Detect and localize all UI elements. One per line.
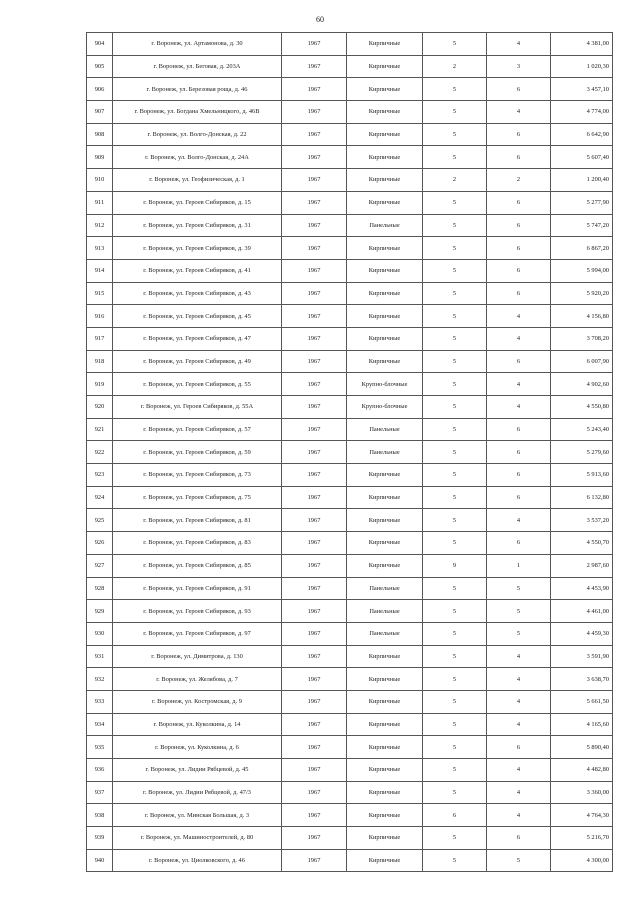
address-cell: г. Воронеж, ул. Героев Сибиряков, д. 59	[113, 441, 282, 464]
row-number-cell: 922	[87, 441, 113, 464]
area-cell: 5 279,60	[551, 441, 613, 464]
table-row	[87, 191, 613, 214]
address-cell: г. Воронеж, ул. Героев Сибиряков, д. 45	[113, 305, 282, 328]
floors-cell: 5	[423, 759, 487, 782]
wall-material-cell: Кирпичные	[347, 736, 423, 759]
table-row	[87, 146, 613, 169]
table-row	[87, 509, 613, 532]
floors-cell: 6	[423, 804, 487, 827]
entrances-cell: 6	[487, 827, 551, 850]
table-row	[87, 101, 613, 124]
table-row	[87, 713, 613, 736]
floors-cell: 5	[423, 282, 487, 305]
table-row	[87, 827, 613, 850]
entrances-cell: 6	[487, 350, 551, 373]
table-row	[87, 78, 613, 101]
row-number-cell: 932	[87, 668, 113, 691]
area-cell: 4 300,00	[551, 849, 613, 872]
address-cell: г. Воронеж, ул. Героев Сибиряков, д. 55А	[113, 396, 282, 419]
floors-cell: 5	[423, 600, 487, 623]
floors-cell: 5	[423, 259, 487, 282]
row-number-cell: 931	[87, 645, 113, 668]
table-row	[87, 804, 613, 827]
wall-material-cell: Кирпичные	[347, 169, 423, 192]
row-number-cell: 925	[87, 509, 113, 532]
floors-cell: 2	[423, 169, 487, 192]
area-cell: 5 913,60	[551, 464, 613, 487]
entrances-cell: 4	[487, 101, 551, 124]
row-number-cell: 915	[87, 282, 113, 305]
address-cell: г. Воронеж, ул. Циолковского, д. 46	[113, 849, 282, 872]
wall-material-cell: Панельные	[347, 214, 423, 237]
address-cell: г. Воронеж, ул. Героев Сибиряков, д. 85	[113, 554, 282, 577]
entrances-cell: 3	[487, 55, 551, 78]
table-row	[87, 123, 613, 146]
wall-material-cell: Кирпичные	[347, 33, 423, 56]
entrances-cell: 5	[487, 622, 551, 645]
floors-cell: 5	[423, 33, 487, 56]
table-row	[87, 736, 613, 759]
address-cell: г. Воронеж, ул. Героев Сибиряков, д. 73	[113, 464, 282, 487]
entrances-cell: 5	[487, 600, 551, 623]
area-cell: 4 550,80	[551, 396, 613, 419]
floors-cell: 5	[423, 305, 487, 328]
housing-register-table	[86, 32, 613, 872]
floors-cell: 5	[423, 350, 487, 373]
table-body	[87, 33, 613, 872]
table-row	[87, 464, 613, 487]
row-number-cell: 906	[87, 78, 113, 101]
address-cell: г. Воронеж, ул. Героев Сибиряков, д. 47	[113, 327, 282, 350]
row-number-cell: 924	[87, 486, 113, 509]
wall-material-cell: Крупно-блочные	[347, 396, 423, 419]
area-cell: 3 537,20	[551, 509, 613, 532]
table-row	[87, 373, 613, 396]
row-number-cell: 928	[87, 577, 113, 600]
area-cell: 6 642,90	[551, 123, 613, 146]
entrances-cell: 6	[487, 464, 551, 487]
entrances-cell: 4	[487, 396, 551, 419]
area-cell: 6 867,20	[551, 237, 613, 260]
floors-cell: 5	[423, 101, 487, 124]
wall-material-cell: Панельные	[347, 622, 423, 645]
address-cell: г. Воронеж, ул. Героев Сибиряков, д. 91	[113, 577, 282, 600]
year-cell: 1967	[282, 622, 347, 645]
year-cell: 1967	[282, 282, 347, 305]
row-number-cell: 916	[87, 305, 113, 328]
table-row	[87, 305, 613, 328]
row-number-cell: 933	[87, 690, 113, 713]
year-cell: 1967	[282, 214, 347, 237]
floors-cell: 5	[423, 509, 487, 532]
area-cell: 4 550,70	[551, 532, 613, 555]
area-cell: 5 994,00	[551, 259, 613, 282]
table-row	[87, 169, 613, 192]
address-cell: г. Воронеж, ул. Волго-Донская, д. 22	[113, 123, 282, 146]
entrances-cell: 6	[487, 441, 551, 464]
year-cell: 1967	[282, 668, 347, 691]
area-cell: 4 764,30	[551, 804, 613, 827]
wall-material-cell: Крупно-блочные	[347, 373, 423, 396]
wall-material-cell: Кирпичные	[347, 350, 423, 373]
address-cell: г. Воронеж, ул. Костромская, д. 9	[113, 690, 282, 713]
year-cell: 1967	[282, 486, 347, 509]
area-cell: 4 156,80	[551, 305, 613, 328]
address-cell: г. Воронеж, ул. Богдана Хмельницкого, д. 46В	[113, 101, 282, 124]
wall-material-cell: Кирпичные	[347, 668, 423, 691]
floors-cell: 5	[423, 645, 487, 668]
area-cell: 4 902,60	[551, 373, 613, 396]
table-row	[87, 849, 613, 872]
wall-material-cell: Кирпичные	[347, 509, 423, 532]
table-row	[87, 759, 613, 782]
floors-cell: 5	[423, 849, 487, 872]
wall-material-cell: Кирпичные	[347, 237, 423, 260]
address-cell: г. Воронеж, ул. Героев Сибиряков, д. 43	[113, 282, 282, 305]
address-cell: г. Воронеж, ул. Беговая, д. 203А	[113, 55, 282, 78]
table-row	[87, 781, 613, 804]
area-cell: 5 607,40	[551, 146, 613, 169]
table-row	[87, 418, 613, 441]
year-cell: 1967	[282, 101, 347, 124]
entrances-cell: 6	[487, 532, 551, 555]
area-cell: 4 381,00	[551, 33, 613, 56]
entrances-cell: 4	[487, 804, 551, 827]
area-cell: 4 459,30	[551, 622, 613, 645]
entrances-cell: 4	[487, 645, 551, 668]
entrances-cell: 6	[487, 259, 551, 282]
floors-cell: 5	[423, 418, 487, 441]
year-cell: 1967	[282, 645, 347, 668]
address-cell: г. Воронеж, ул. Героев Сибиряков, д. 75	[113, 486, 282, 509]
entrances-cell: 4	[487, 690, 551, 713]
row-number-cell: 920	[87, 396, 113, 419]
address-cell: г. Воронеж, ул. Героев Сибиряков, д. 39	[113, 237, 282, 260]
table-row	[87, 237, 613, 260]
year-cell: 1967	[282, 600, 347, 623]
entrances-cell: 6	[487, 146, 551, 169]
area-cell: 5 243,40	[551, 418, 613, 441]
wall-material-cell: Кирпичные	[347, 690, 423, 713]
table-row	[87, 33, 613, 56]
entrances-cell: 6	[487, 214, 551, 237]
year-cell: 1967	[282, 169, 347, 192]
entrances-cell: 4	[487, 509, 551, 532]
year-cell: 1967	[282, 577, 347, 600]
floors-cell: 5	[423, 532, 487, 555]
table-row	[87, 554, 613, 577]
wall-material-cell: Кирпичные	[347, 55, 423, 78]
wall-material-cell: Кирпичные	[347, 645, 423, 668]
address-cell: г. Воронеж, ул. Героев Сибиряков, д. 41	[113, 259, 282, 282]
entrances-cell: 6	[487, 191, 551, 214]
area-cell: 5 216,70	[551, 827, 613, 850]
area-cell: 3 360,00	[551, 781, 613, 804]
year-cell: 1967	[282, 441, 347, 464]
table-row	[87, 350, 613, 373]
year-cell: 1967	[282, 532, 347, 555]
wall-material-cell: Кирпичные	[347, 327, 423, 350]
address-cell: г. Воронеж, ул. Желябова, д. 7	[113, 668, 282, 691]
area-cell: 5 920,20	[551, 282, 613, 305]
address-cell: г. Воронеж, ул. Березовая роща, д. 46	[113, 78, 282, 101]
area-cell: 1 200,40	[551, 169, 613, 192]
area-cell: 4 165,60	[551, 713, 613, 736]
year-cell: 1967	[282, 759, 347, 782]
address-cell: г. Воронеж, ул. Героев Сибиряков, д. 15	[113, 191, 282, 214]
row-number-cell: 926	[87, 532, 113, 555]
row-number-cell: 927	[87, 554, 113, 577]
floors-cell: 5	[423, 827, 487, 850]
floors-cell: 5	[423, 464, 487, 487]
row-number-cell: 936	[87, 759, 113, 782]
entrances-cell: 4	[487, 668, 551, 691]
year-cell: 1967	[282, 373, 347, 396]
floors-cell: 5	[423, 622, 487, 645]
floors-cell: 5	[423, 736, 487, 759]
table-row	[87, 645, 613, 668]
floors-cell: 5	[423, 146, 487, 169]
area-cell: 4 774,00	[551, 101, 613, 124]
table-row	[87, 486, 613, 509]
area-cell: 5 747,20	[551, 214, 613, 237]
row-number-cell: 918	[87, 350, 113, 373]
entrances-cell: 4	[487, 305, 551, 328]
area-cell: 3 457,10	[551, 78, 613, 101]
address-cell: г. Воронеж, ул. Геофизическая, д. 1	[113, 169, 282, 192]
entrances-cell: 6	[487, 736, 551, 759]
row-number-cell: 910	[87, 169, 113, 192]
year-cell: 1967	[282, 713, 347, 736]
wall-material-cell: Кирпичные	[347, 305, 423, 328]
area-cell: 5 277,90	[551, 191, 613, 214]
entrances-cell: 2	[487, 169, 551, 192]
entrances-cell: 6	[487, 486, 551, 509]
wall-material-cell: Кирпичные	[347, 532, 423, 555]
entrances-cell: 6	[487, 282, 551, 305]
row-number-cell: 939	[87, 827, 113, 850]
year-cell: 1967	[282, 305, 347, 328]
floors-cell: 5	[423, 396, 487, 419]
year-cell: 1967	[282, 33, 347, 56]
address-cell: г. Воронеж, ул. Героев Сибиряков, д. 83	[113, 532, 282, 555]
year-cell: 1967	[282, 464, 347, 487]
wall-material-cell: Кирпичные	[347, 554, 423, 577]
area-cell: 3 708,20	[551, 327, 613, 350]
table-row	[87, 55, 613, 78]
entrances-cell: 4	[487, 781, 551, 804]
wall-material-cell: Кирпичные	[347, 713, 423, 736]
floors-cell: 2	[423, 55, 487, 78]
floors-cell: 5	[423, 78, 487, 101]
area-cell: 4 482,80	[551, 759, 613, 782]
area-cell: 3 638,70	[551, 668, 613, 691]
wall-material-cell: Кирпичные	[347, 486, 423, 509]
year-cell: 1967	[282, 418, 347, 441]
year-cell: 1967	[282, 804, 347, 827]
table-row	[87, 622, 613, 645]
page-number: 60	[316, 15, 324, 24]
year-cell: 1967	[282, 123, 347, 146]
wall-material-cell: Кирпичные	[347, 827, 423, 850]
year-cell: 1967	[282, 781, 347, 804]
row-number-cell: 911	[87, 191, 113, 214]
wall-material-cell: Кирпичные	[347, 123, 423, 146]
floors-cell: 5	[423, 577, 487, 600]
row-number-cell: 908	[87, 123, 113, 146]
entrances-cell: 4	[487, 327, 551, 350]
table-row	[87, 327, 613, 350]
address-cell: г. Воронеж, ул. Героев Сибиряков, д. 31	[113, 214, 282, 237]
floors-cell: 5	[423, 441, 487, 464]
year-cell: 1967	[282, 690, 347, 713]
year-cell: 1967	[282, 554, 347, 577]
year-cell: 1967	[282, 509, 347, 532]
floors-cell: 5	[423, 713, 487, 736]
entrances-cell: 1	[487, 554, 551, 577]
year-cell: 1967	[282, 350, 347, 373]
floors-cell: 5	[423, 123, 487, 146]
address-cell: г. Воронеж, ул. Героев Сибиряков, д. 49	[113, 350, 282, 373]
area-cell: 3 591,90	[551, 645, 613, 668]
wall-material-cell: Кирпичные	[347, 78, 423, 101]
floors-cell: 5	[423, 668, 487, 691]
table-row	[87, 690, 613, 713]
address-cell: г. Воронеж, ул. Героев Сибиряков, д. 57	[113, 418, 282, 441]
table-row	[87, 214, 613, 237]
table-row	[87, 668, 613, 691]
address-cell: г. Воронеж, ул. Героев Сибиряков, д. 93	[113, 600, 282, 623]
floors-cell: 5	[423, 781, 487, 804]
wall-material-cell: Кирпичные	[347, 146, 423, 169]
entrances-cell: 5	[487, 577, 551, 600]
entrances-cell: 4	[487, 33, 551, 56]
table-row	[87, 282, 613, 305]
entrances-cell: 6	[487, 78, 551, 101]
floors-cell: 5	[423, 237, 487, 260]
table-row	[87, 259, 613, 282]
floors-cell: 9	[423, 554, 487, 577]
row-number-cell: 937	[87, 781, 113, 804]
row-number-cell: 909	[87, 146, 113, 169]
entrances-cell: 6	[487, 418, 551, 441]
year-cell: 1967	[282, 55, 347, 78]
address-cell: г. Воронеж, ул. Лидии Рябцевой, д. 45	[113, 759, 282, 782]
floors-cell: 5	[423, 214, 487, 237]
table-row	[87, 441, 613, 464]
address-cell: г. Воронеж, ул. Димитрова, д. 130	[113, 645, 282, 668]
address-cell: г. Воронеж, ул. Героев Сибиряков, д. 81	[113, 509, 282, 532]
year-cell: 1967	[282, 849, 347, 872]
area-cell: 4 453,90	[551, 577, 613, 600]
area-cell: 6 132,80	[551, 486, 613, 509]
row-number-cell: 917	[87, 327, 113, 350]
row-number-cell: 904	[87, 33, 113, 56]
wall-material-cell: Кирпичные	[347, 191, 423, 214]
wall-material-cell: Кирпичные	[347, 781, 423, 804]
row-number-cell: 930	[87, 622, 113, 645]
address-cell: г. Воронеж, ул. Минская Большая, д. 3	[113, 804, 282, 827]
year-cell: 1967	[282, 259, 347, 282]
year-cell: 1967	[282, 396, 347, 419]
wall-material-cell: Панельные	[347, 441, 423, 464]
entrances-cell: 5	[487, 849, 551, 872]
row-number-cell: 938	[87, 804, 113, 827]
row-number-cell: 929	[87, 600, 113, 623]
address-cell: г. Воронеж, ул. Артамонова, д. 30	[113, 33, 282, 56]
entrances-cell: 6	[487, 237, 551, 260]
entrances-cell: 4	[487, 373, 551, 396]
row-number-cell: 913	[87, 237, 113, 260]
floors-cell: 5	[423, 191, 487, 214]
wall-material-cell: Кирпичные	[347, 282, 423, 305]
area-cell: 5 890,40	[551, 736, 613, 759]
year-cell: 1967	[282, 327, 347, 350]
year-cell: 1967	[282, 191, 347, 214]
table-row	[87, 600, 613, 623]
wall-material-cell: Панельные	[347, 577, 423, 600]
table-row	[87, 577, 613, 600]
row-number-cell: 905	[87, 55, 113, 78]
year-cell: 1967	[282, 146, 347, 169]
address-cell: г. Воронеж, ул. Лидии Рябцевой, д. 47/3	[113, 781, 282, 804]
year-cell: 1967	[282, 827, 347, 850]
address-cell: г. Воронеж, ул. Героев Сибиряков, д. 97	[113, 622, 282, 645]
table-row	[87, 532, 613, 555]
wall-material-cell: Кирпичные	[347, 804, 423, 827]
address-cell: г. Воронеж, ул. Куколкина, д. 14	[113, 713, 282, 736]
address-cell: г. Воронеж, ул. Машиностроителей, д. 80	[113, 827, 282, 850]
entrances-cell: 4	[487, 759, 551, 782]
area-cell: 1 020,30	[551, 55, 613, 78]
row-number-cell: 935	[87, 736, 113, 759]
floors-cell: 5	[423, 486, 487, 509]
wall-material-cell: Кирпичные	[347, 259, 423, 282]
address-cell: г. Воронеж, ул. Куколкина, д. 6	[113, 736, 282, 759]
wall-material-cell: Кирпичные	[347, 849, 423, 872]
wall-material-cell: Кирпичные	[347, 759, 423, 782]
area-cell: 4 461,00	[551, 600, 613, 623]
wall-material-cell: Кирпичные	[347, 464, 423, 487]
row-number-cell: 921	[87, 418, 113, 441]
entrances-cell: 6	[487, 123, 551, 146]
year-cell: 1967	[282, 78, 347, 101]
row-number-cell: 912	[87, 214, 113, 237]
row-number-cell: 914	[87, 259, 113, 282]
area-cell: 6 007,90	[551, 350, 613, 373]
row-number-cell: 907	[87, 101, 113, 124]
row-number-cell: 940	[87, 849, 113, 872]
entrances-cell: 4	[487, 713, 551, 736]
year-cell: 1967	[282, 736, 347, 759]
wall-material-cell: Панельные	[347, 600, 423, 623]
address-cell: г. Воронеж, ул. Героев Сибиряков, д. 55	[113, 373, 282, 396]
table-row	[87, 396, 613, 419]
row-number-cell: 919	[87, 373, 113, 396]
area-cell: 2 987,60	[551, 554, 613, 577]
floors-cell: 5	[423, 373, 487, 396]
floors-cell: 5	[423, 327, 487, 350]
address-cell: г. Воронеж, ул. Волго-Донская, д. 24А	[113, 146, 282, 169]
year-cell: 1967	[282, 237, 347, 260]
area-cell: 5 661,50	[551, 690, 613, 713]
wall-material-cell: Кирпичные	[347, 101, 423, 124]
floors-cell: 5	[423, 690, 487, 713]
wall-material-cell: Панельные	[347, 418, 423, 441]
row-number-cell: 923	[87, 464, 113, 487]
row-number-cell: 934	[87, 713, 113, 736]
